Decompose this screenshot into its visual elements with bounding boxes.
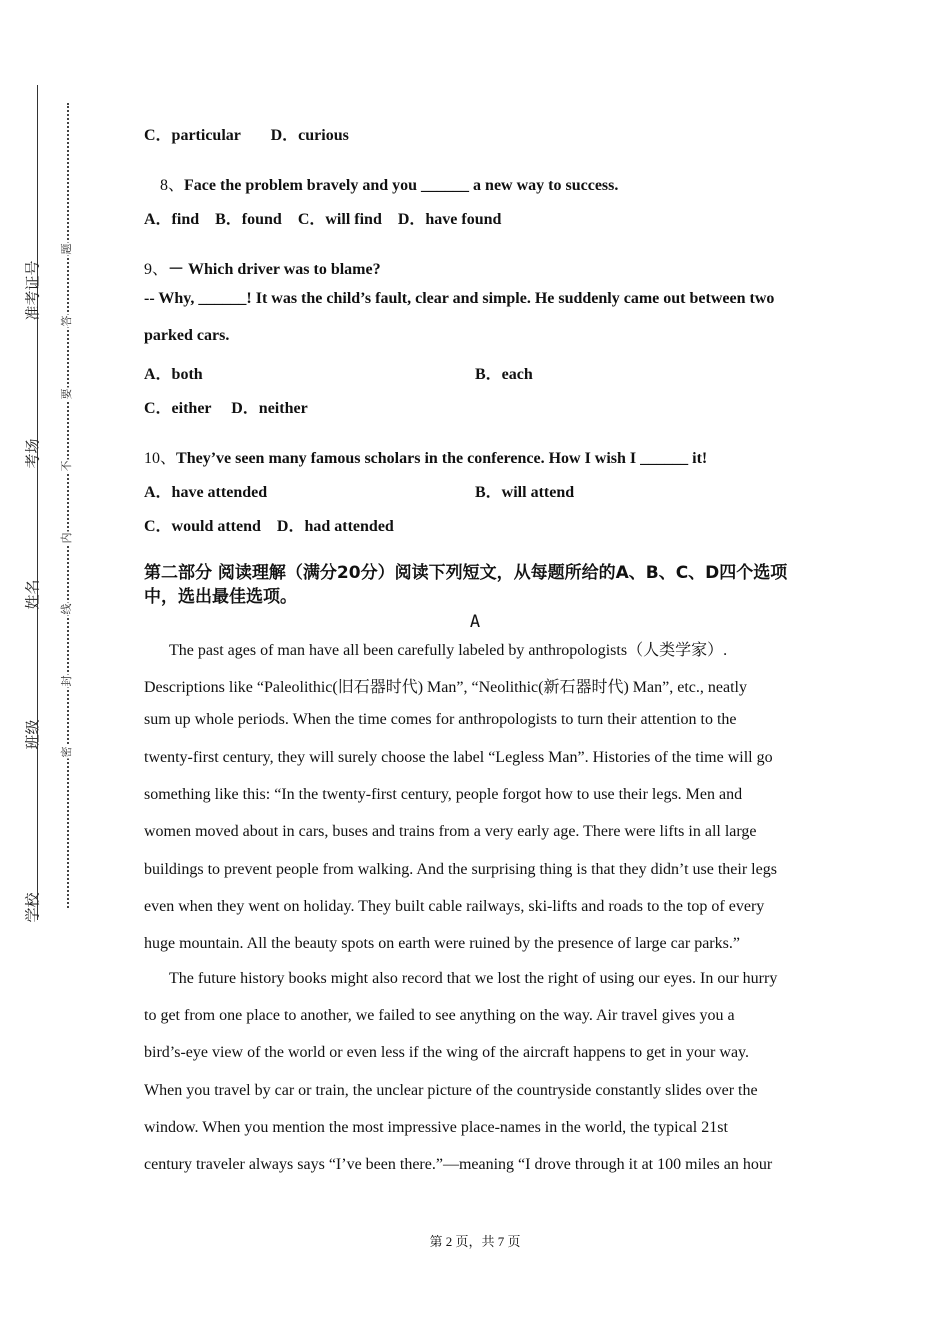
section-heading: 第二部分 阅读理解（满分20分）阅读下列短文，从每题所给的A、B、C、D四个选项中，选出最佳选项。 <box>144 563 788 607</box>
q9-line-2: -- Why, ______! It was the child’s fault, clear and simple. He suddenly came out between two <box>144 290 775 307</box>
q7-options <box>144 122 349 145</box>
q8-options: A．find B．found C．will find D．have found <box>144 211 502 228</box>
q9-option-a: A．both <box>144 366 203 383</box>
passage-line: century traveler always says “I’ve been there.”—meaning “I drove through it at 100 miles an hour <box>144 1156 773 1173</box>
q9-stem <box>144 256 381 279</box>
margin-label-school: 学校 <box>23 892 42 923</box>
margin-label-class: 班级 <box>23 719 42 750</box>
q9-line-3: parked cars. <box>144 327 230 344</box>
passage-line: huge mountain. All the beauty spots on earth were ruined by the presence of large car parks.” <box>144 935 740 952</box>
passage-line: to get from one place to another, we failed to see anything on the way. Air travel gives you a <box>144 1007 735 1024</box>
q10-number: 10、 <box>144 450 177 467</box>
passage-line: The future history books might also record that we lost the right of using our eyes. In our hurry <box>169 970 778 987</box>
q9-number: 9、 <box>144 261 169 278</box>
q7-option-d: D．curious <box>270 127 349 144</box>
margin-label-exam-id: 准考证号 <box>23 260 42 321</box>
seal-char: 题 <box>60 243 73 255</box>
passage-line: bird’s-eye view of the world or even less if the wing of the aircraft happens to get in your way. <box>144 1044 749 1061</box>
passage-line: even when they went on holiday. They built cable railways, ski-lifts and roads to the top of every <box>144 898 765 915</box>
q8-text: Face the problem bravely and you ______ a new way to success. <box>184 177 619 194</box>
page-footer: 第 2 页，共 7 页 <box>429 1234 521 1249</box>
passage-line: twenty-first century, they will surely choose the label “Legless Man”. Histories of the time will go <box>144 749 773 766</box>
passage-line: The past ages of man have all been carefully labeled by anthropologists（人类学家）. <box>169 642 728 659</box>
margin-label-name: 姓名 <box>23 579 42 610</box>
passage-line: Descriptions like “Paleolithic(旧石器时代) Man”, “Neolithic(新石器时代) Man”, etc., neatly <box>144 679 747 696</box>
seal-char: 答 <box>60 315 73 327</box>
q10-text: They’ve seen many famous scholars in the conference. How I wish I ______ it! <box>176 450 708 467</box>
passage-line: When you travel by car or train, the unclear picture of the countryside constantly slides over the <box>144 1082 758 1099</box>
seal-char: 封 <box>60 675 73 687</box>
binding-solid-line <box>37 85 38 920</box>
seal-char: 内 <box>60 532 73 544</box>
q9-option-b: B．each <box>475 366 533 383</box>
q7-option-c: C．particular <box>144 127 241 144</box>
passage-line: sum up whole periods. When the time comes for anthropologists to turn their attention to the <box>144 711 737 728</box>
passage-line: women moved about in cars, buses and trains from a very early age. There were lifts in all large <box>144 823 757 840</box>
q9-text: － Which driver was to blame? <box>168 261 381 278</box>
binding-dotted-line <box>67 103 69 908</box>
margin-label-room: 考场 <box>23 438 42 469</box>
q9-options-cd: C．either D．neither <box>144 400 308 417</box>
seal-char: 要 <box>60 388 73 400</box>
passage-label: A <box>469 612 481 632</box>
q10-option-b: B．will attend <box>475 484 575 501</box>
passage-line: buildings to prevent people from walking. And the surprising thing is that they didn’t use their legs <box>144 861 777 878</box>
seal-char: 不 <box>60 460 73 472</box>
q8-number: 8、 <box>160 177 185 194</box>
q8-stem <box>160 172 618 195</box>
seal-char: 线 <box>60 603 73 615</box>
q10-options-cd: C．would attend D．had attended <box>144 518 394 535</box>
seal-char: 密 <box>60 746 73 758</box>
passage-line: window. When you mention the most impressive place-names in the world, the typical 21st <box>144 1119 728 1136</box>
passage-line: something like this: “In the twenty-first century, people forgot how to use their legs. Men and <box>144 786 743 803</box>
q10-option-a: A．have attended <box>144 484 268 501</box>
q10-stem <box>144 445 707 468</box>
